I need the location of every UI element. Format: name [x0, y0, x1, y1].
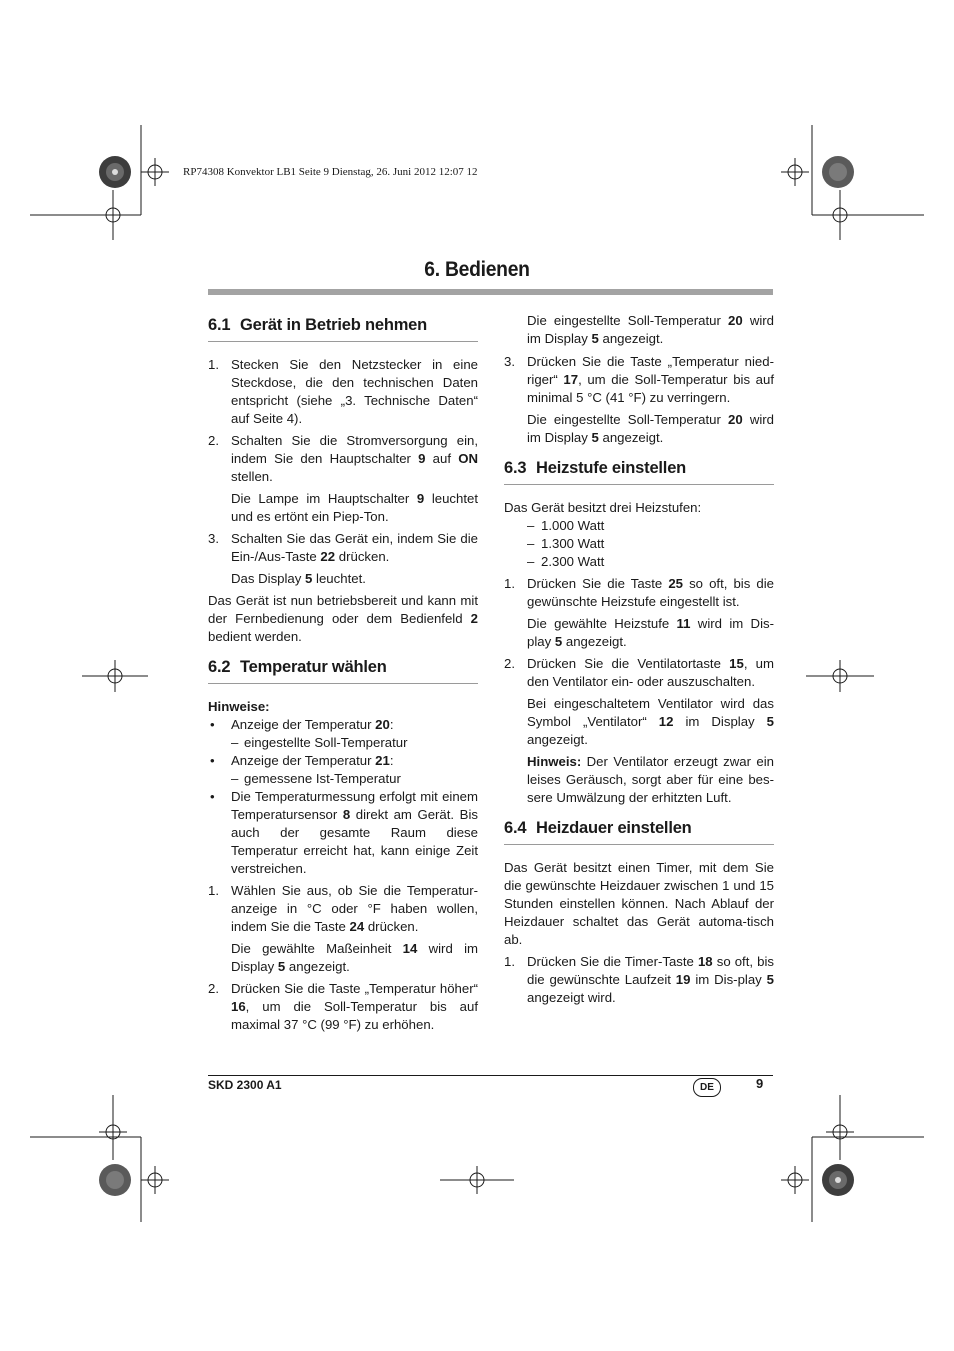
dash-text: gemessene Ist-Temperatur	[244, 771, 401, 786]
note-text: wird im Dis-play	[527, 616, 774, 649]
item-text: auf	[425, 451, 459, 466]
ref-number: 9	[416, 491, 425, 506]
item-text: so oft, bis die gewünschte Heizstufe eingestellt ist.	[527, 576, 774, 609]
language-badge: DE	[693, 1078, 721, 1097]
crosshair-icon	[141, 158, 169, 186]
item-number: 1.	[504, 954, 515, 969]
ref-number: 5	[554, 634, 563, 649]
dash-text: 1.300 Watt	[541, 536, 605, 551]
hinweis-label: Hinweis:	[527, 754, 582, 769]
section-title: Gerät in Betrieb nehmen	[240, 316, 428, 334]
section-number: 6.1	[208, 316, 231, 334]
note-text: Die eingestellte Soll-Temperatur	[527, 313, 729, 328]
item-text: Schalten Sie das Gerät ein, indem Sie die Ein-/Aus-Taste	[231, 531, 478, 564]
bullet-text: Anzeige der Temperatur	[231, 717, 376, 732]
ref-number: 8	[342, 807, 351, 822]
item-number: 1.	[208, 883, 219, 898]
dash-text: 1.000 Watt	[541, 518, 605, 533]
ref-number: 25	[668, 576, 683, 591]
hinweise-label: Hinweise:	[208, 699, 270, 714]
ref-number: 24	[349, 919, 365, 934]
bullet-text: Anzeige der Temperatur	[231, 753, 376, 768]
bullet-icon: •	[210, 717, 215, 732]
ref-number: 17	[563, 372, 579, 387]
ref-number: 20	[375, 717, 390, 732]
section-number: 6.4	[504, 819, 527, 837]
note-text: angezeigt.	[598, 430, 664, 445]
ref-number: 12	[658, 714, 674, 729]
item-text: Drücken Sie die Ventilatortaste	[527, 656, 730, 671]
ref-number: 5	[277, 959, 286, 974]
dash-icon: –	[527, 518, 535, 533]
item-text: Wählen Sie aus, ob Sie die Temperatur-anzeige in °C oder °F haben wollen, indem Sie die Taste	[231, 883, 478, 934]
ref-number: 20	[728, 313, 743, 328]
item-text: Drücken Sie die Timer-Taste	[527, 954, 698, 969]
item-text: Stecken Sie den Netzstecker in eine Steckdose, die den technischen Daten entspricht (siehe „3. Technische Daten“ auf Seite 4).	[231, 357, 478, 426]
crosshair-icon	[440, 1166, 514, 1194]
dash-text: eingestellte Soll-Temperatur	[244, 735, 408, 750]
ref-number: 5	[766, 714, 774, 729]
dash-icon: –	[527, 554, 535, 569]
item-text: , um die Soll-Temperatur bis auf minimal 5 °C (41 °F) zu verringern.	[527, 372, 774, 405]
page-number: 9	[756, 1076, 764, 1091]
dash-icon: –	[231, 735, 239, 750]
dash-icon: –	[527, 536, 535, 551]
item-number: 2.	[208, 433, 219, 448]
item-text: , um die Soll-Temperatur bis auf maximal 37 °C (99 °F) zu erhöhen.	[231, 999, 478, 1032]
section-title: Heizstufe einstellen	[536, 459, 687, 477]
bullet-text: direkt am Gerät. Bis auch der gesamte Raum diese Temperatur erreicht hat, kann einige Zeit verstreichen.	[231, 807, 478, 876]
ref-number: 19	[675, 972, 691, 987]
note-text: Die gewählte Maßeinheit	[231, 941, 403, 956]
bullet-text: :	[389, 717, 394, 732]
dash-text: 2.300 Watt	[541, 554, 605, 569]
item-number: 1.	[504, 576, 515, 591]
ref-number: 18	[697, 954, 713, 969]
section-number: 6.2	[208, 658, 231, 676]
ref-number: 22	[320, 549, 336, 564]
item-text: Drücken Sie die Taste „Temperatur nied-riger“	[527, 354, 774, 387]
note-text: angezeigt.	[598, 331, 664, 346]
bullet-icon: •	[210, 789, 215, 804]
note-text: wird im Display	[231, 941, 478, 974]
registration-rosette-icon	[99, 1164, 131, 1196]
note-text: Der Ventilator erzeugt zwar ein leises Geräusch, sorgt aber für eine bes-sere Umwälzung der erhitzten Luft.	[527, 754, 774, 805]
item-number: 3.	[504, 354, 515, 369]
crosshair-icon	[781, 1166, 809, 1194]
ref-number: 9	[418, 451, 426, 466]
note-text: Das Display	[231, 571, 306, 586]
note-text: wird im Display	[527, 412, 775, 445]
registration-rosette-icon	[822, 156, 854, 188]
section-title: Temperatur wählen	[240, 658, 387, 676]
item-number: 3.	[208, 531, 219, 546]
note-text: wird im Display	[527, 313, 775, 346]
ref-label: ON	[458, 451, 478, 466]
section-number: 6.3	[504, 459, 527, 477]
item-text: , um den Ventilator ein- oder auszuschalten.	[527, 656, 774, 689]
crop-marks	[30, 125, 924, 1222]
note-text: Bei eingeschaltetem Ventilator wird das Symbol „Ventilator“	[527, 696, 774, 729]
ref-number: 5	[766, 972, 774, 987]
crosshair-icon	[82, 660, 148, 692]
note-text: angezeigt.	[527, 732, 588, 747]
item-number: 1.	[208, 357, 219, 372]
crosshair-icon	[781, 158, 809, 186]
paragraph: Das Gerät besitzt einen Timer, mit dem Sie die gewünschte Heizdauer zwischen 1 und 15 Stunden einstellen können. Nach Ablauf der Heizdauer schaltet das Gerät automa-tisch ab.	[504, 860, 774, 947]
registration-rosette-icon	[822, 1164, 854, 1196]
ref-number: 16	[231, 999, 246, 1014]
paragraph: Das Gerät besitzt drei Heizstufen:	[504, 500, 702, 515]
paragraph-text: bedient werden.	[208, 629, 302, 644]
item-number: 2.	[208, 981, 219, 996]
ref-number: 21	[375, 753, 390, 768]
dash-icon: –	[231, 771, 239, 786]
crosshair-icon	[806, 660, 874, 692]
note-text: leuchtet und es ertönt ein Piep-Ton.	[231, 491, 479, 524]
note-text: Die gewählte Heizstufe	[527, 616, 677, 631]
item-text: drücken.	[364, 919, 419, 934]
ref-number: 20	[728, 412, 743, 427]
item-number: 2.	[504, 656, 515, 671]
bullet-text: :	[389, 753, 394, 768]
ref-number: 15	[729, 656, 744, 671]
item-text: Drücken Sie die Taste „Temperatur höher“	[231, 981, 478, 996]
item-text: Drücken Sie die Taste	[527, 576, 669, 591]
registration-rosette-icon	[99, 156, 131, 188]
model-number: SKD 2300 A1	[208, 1078, 282, 1092]
note-text: angezeigt.	[562, 634, 627, 649]
crosshair-icon	[141, 1166, 169, 1194]
item-text: stellen.	[231, 469, 273, 484]
paragraph-text: Das Gerät ist nun betriebsbereit und kann mit der Fernbedienung oder dem Bedienfeld	[208, 593, 478, 626]
item-text: angezeigt wird.	[527, 990, 616, 1005]
ref-number: 5	[305, 571, 313, 586]
ref-number: 5	[591, 430, 599, 445]
ref-number: 5	[591, 331, 599, 346]
bullet-icon: •	[210, 753, 215, 768]
item-text: drücken.	[335, 549, 390, 564]
note-text: Die Lampe im Hauptschalter	[231, 491, 417, 506]
note-text: im Display	[673, 714, 767, 729]
item-text: im Dis-play	[690, 972, 767, 987]
ref-number: 14	[402, 941, 418, 956]
ref-number: 2	[470, 611, 478, 626]
note-text: leuchtet.	[312, 571, 366, 586]
note-text: angezeigt.	[285, 959, 350, 974]
item-text: Schalten Sie die Stromversorgung ein, indem Sie den Hauptschalter	[231, 433, 478, 466]
section-title: Heizdauer einstellen	[536, 819, 692, 837]
bullet-text: Die Temperaturmessung erfolgt mit einem Temperatursensor	[231, 789, 478, 822]
print-info: RP74308 Konvektor LB1 Seite 9 Dienstag, 26. Juni 2012 12:07 12	[183, 166, 478, 178]
page-title: 6. Bedienen	[424, 258, 530, 281]
note-text: Die eingestellte Soll-Temperatur	[527, 412, 729, 427]
ref-number: 11	[676, 616, 691, 631]
item-text: so oft, bis die gewünschte Laufzeit	[527, 954, 774, 987]
